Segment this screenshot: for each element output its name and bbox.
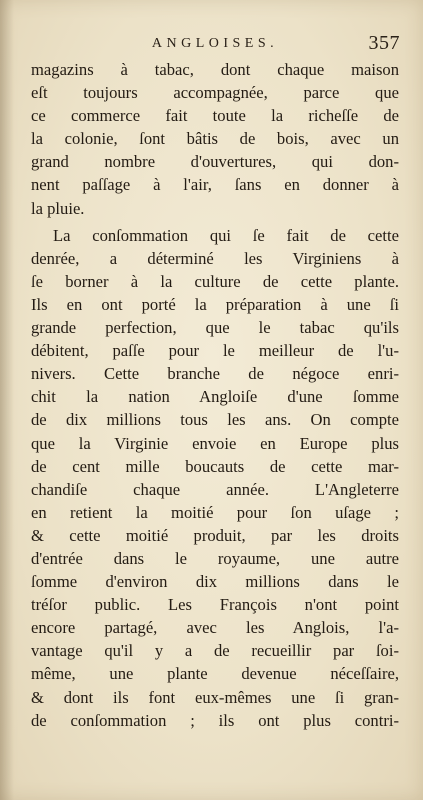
text-line: ſe borner à la culture de cette plante. — [31, 271, 399, 291]
text-line: même, une plante devenue néceſſaire, — [31, 664, 399, 684]
text-line: eſt toujours accompagnée, parce que — [31, 83, 399, 103]
text-line: en retient la moitié pour ſon uſage ; — [31, 502, 399, 522]
text-line: magazins à tabac, dont chaque maison — [31, 60, 399, 79]
text-line: chandiſe chaque année. L'Angleterre — [31, 479, 399, 499]
text-line: la colonie, ſont bâtis de bois, avec un — [31, 129, 399, 149]
text-line: que la Virginie envoie en Europe plus — [31, 433, 399, 453]
text-line: encore partagé, avec les Anglois, l'a- — [31, 618, 399, 638]
body-text — [31, 58, 399, 732]
text-line: La conſommation qui ſe fait de cette — [53, 225, 399, 245]
spine-shadow — [0, 0, 14, 800]
text-line: tréſor public. Les François n'ont point — [31, 595, 399, 615]
text-line: & cette moitié produit, par les droits — [31, 525, 399, 545]
text-line: nivers. Cette branche de négoce enri- — [31, 364, 399, 384]
text-line: denrée, a déterminé les Virginiens à — [31, 248, 399, 268]
text-line: grande perfection, que le tabac qu'ils — [31, 318, 399, 338]
text-line: & dont ils font eux-mêmes une ſi gran- — [31, 687, 399, 707]
text-line: débitent, paſſe pour le meilleur de l'u- — [31, 341, 399, 361]
text-line: ſomme d'environ dix millions dans le — [31, 572, 399, 592]
text-line: nent paſſage à l'air, ſans en donner à — [31, 175, 399, 195]
running-title: ANGLOISES. — [151, 36, 279, 51]
text-line: vantage qu'il y a de recueillir par ſoi- — [31, 641, 399, 661]
text-line: de conſommation ; ils ont plus contri- — [31, 710, 399, 730]
running-head — [30, 32, 400, 54]
text-line: de cent mille boucauts de cette mar- — [31, 456, 399, 476]
text-line: Ils en ont porté la préparation à une ſi — [31, 294, 399, 314]
text-line: la pluie. — [31, 198, 85, 218]
text-line: grand nombre d'ouvertures, qui don- — [31, 152, 399, 172]
text-line: chit la nation Angloiſe d'une ſomme — [31, 387, 399, 407]
text-line: de dix millions tous les ans. On compte — [31, 410, 399, 430]
page-number: 357 — [368, 32, 400, 54]
text-line: ce commerce fait toute la richeſſe de — [31, 106, 399, 126]
text-line: d'entrée dans le royaume, une autre — [31, 548, 399, 568]
